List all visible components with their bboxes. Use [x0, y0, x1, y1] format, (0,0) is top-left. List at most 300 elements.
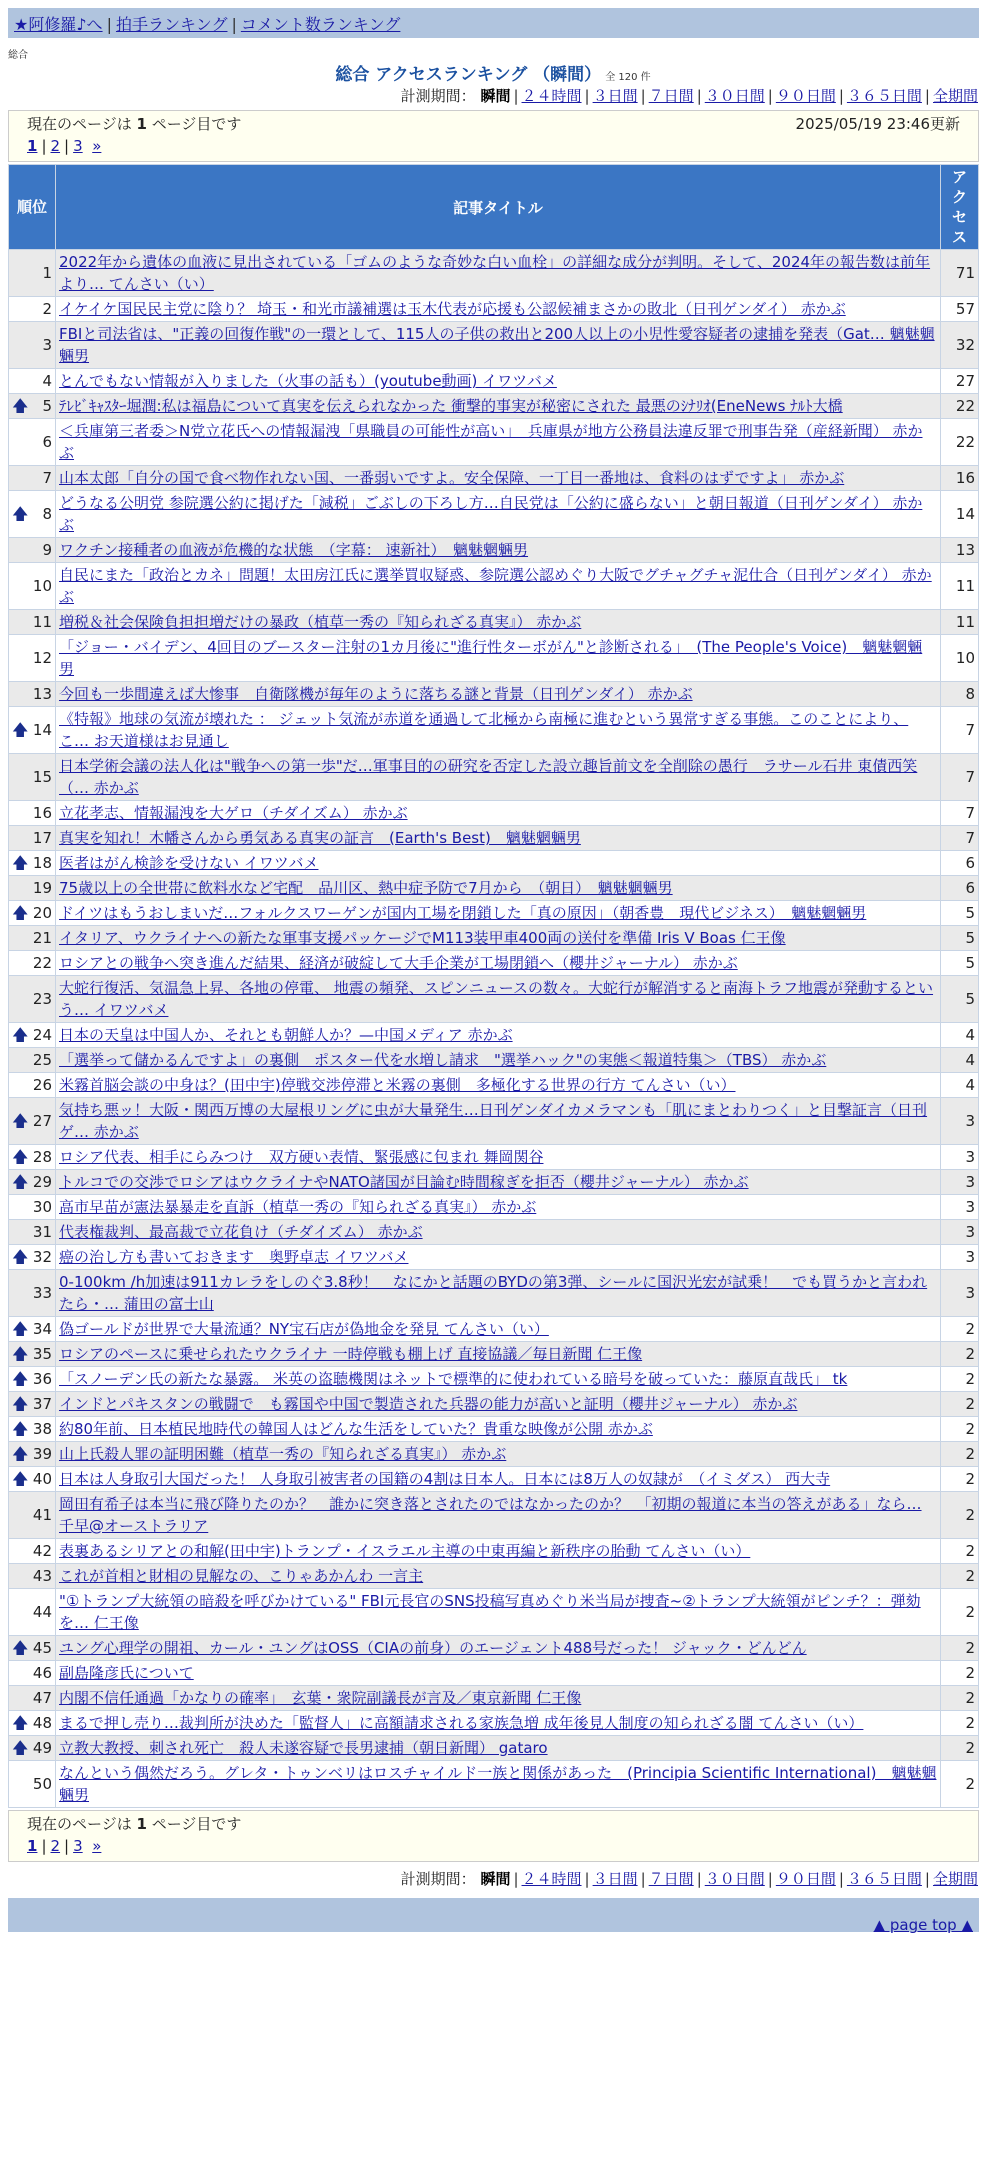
rank-cell	[9, 1661, 56, 1686]
table-row	[9, 491, 979, 538]
article-title-link[interactable]: 0-100km /h加速は911カレラをしのぐ3.8秒！ なにかと話題のBYDの第3弾、シールに国沢光宏が試乗！ でも買うかと言われたら・… 蒲田の富士山	[59, 1273, 928, 1313]
access-count: 22	[941, 419, 979, 466]
rank-cell	[9, 901, 56, 926]
article-title-link[interactable]: トルコでの交渉でロシアはウクライナやNATO諸国が目論む時間稼ぎを拒否（櫻井ジャーナル） 赤かぶ	[59, 1173, 749, 1191]
period-selector-bottom: 計測期間： 瞬間 | ２４時間 | ３日間 | ７日間 | ３０日間 | ９０日間 | ３６５日間 | 全期間	[400, 1870, 978, 1888]
access-count: 7	[941, 707, 979, 754]
ranking-body	[9, 250, 979, 1808]
article-title-link[interactable]: ＜兵庫第三者委＞N党立花氏への情報漏洩「県職員の可能性が高い」 兵庫県が地方公務員法違反罪で刑事告発（産経新聞） 赤かぶ	[59, 422, 923, 462]
rank-cell	[9, 610, 56, 635]
title-cell	[56, 801, 941, 826]
rank-cell	[9, 1417, 56, 1442]
table-row	[9, 1342, 979, 1367]
access-count: 3	[941, 1195, 979, 1220]
period-30d-link[interactable]: ３０日間	[704, 87, 765, 105]
rank-number: 13	[32, 685, 52, 703]
table-row	[9, 563, 979, 610]
article-title-link[interactable]: なんという偶然だろう。グレタ・トゥンベリはロスチャイルド一族と関係があった (Principia Scientific International) 魑魅魍魎男	[59, 1764, 937, 1804]
article-title-link[interactable]: とんでもない情報が入りました（火事の話も）(youtube動画) イワツバメ	[59, 372, 557, 390]
table-row	[9, 1636, 979, 1661]
period-label: 計測期間：	[400, 1870, 476, 1888]
title-cell	[56, 1220, 941, 1245]
rank-number: 49	[32, 1739, 52, 1757]
access-count: 4	[941, 1073, 979, 1098]
rank-cell	[9, 1686, 56, 1711]
period-selector: 計測期間： 瞬間 | ２４時間 | ３日間 | ７日間 | ３０日間 | ９０日間 | ３６５日間 | 全期間	[400, 87, 978, 105]
title-cell	[56, 322, 941, 369]
table-row	[9, 369, 979, 394]
pager: 1 | 2 | 3 »	[27, 1837, 102, 1855]
page-link-2[interactable]: 2	[50, 137, 61, 155]
title-cell	[56, 1098, 941, 1145]
access-count: 2	[941, 1417, 979, 1442]
rank-number: 14	[32, 721, 52, 739]
footer-bar	[8, 1898, 979, 1932]
title-cell	[56, 826, 941, 851]
total-count: 全 120 件	[605, 72, 651, 83]
article-title-link[interactable]: 「スノーデン氏の新たな暴露。 米英の盗聴機関はネットで標準的に使われている暗号を破っていた：藤原直哉氏」 tk	[59, 1370, 848, 1388]
rank-cell	[9, 1392, 56, 1417]
period-90d-link[interactable]: ９０日間	[775, 87, 836, 105]
page-next-link[interactable]: »	[92, 137, 102, 155]
rank-number: 5	[42, 397, 52, 415]
rank-cell	[9, 369, 56, 394]
title-cell	[56, 1467, 941, 1492]
ranking-title: 総合 アクセスランキング （瞬間）	[335, 65, 602, 85]
rank-number: 35	[32, 1345, 52, 1363]
title-cell	[56, 1392, 941, 1417]
access-count: 2	[941, 1564, 979, 1589]
article-title-link[interactable]: ドイツはもうおしまいだ…フォルクスワーゲンが国内工場を閉鎖した「真の原因」（朝香豊 現代ビジネス） 魑魅魍魎男	[59, 904, 867, 922]
page-top-link[interactable]: ▲ page top ▲	[873, 1916, 973, 1934]
title-cell	[56, 754, 941, 801]
article-title-link[interactable]: 《特報》地球の気流が壊れた ： ジェット気流が赤道を通過して北極から南極に進むという異常すぎる事態。このことにより、こ… お天道様はお見通し	[59, 710, 909, 750]
asyura-home-link[interactable]: ★阿修羅♪へ	[14, 15, 103, 34]
period-all-link[interactable]: 全期間	[932, 87, 978, 105]
header-title: 記事タイトル	[56, 165, 941, 250]
article-title-link[interactable]: ロシアとの戦争へ突き進んだ結果、経済が破綻して大手企業が工場閉鎖へ（櫻井ジャーナル） 赤かぶ	[59, 954, 738, 972]
rank-number: 6	[42, 433, 52, 451]
article-title-link[interactable]: イタリア、ウクライナへの新たな軍事支援パッケージでM113装甲車400両の送付を準備 Iris V Boas 仁王像	[59, 929, 786, 947]
rank-number: 21	[32, 929, 52, 947]
rank-number: 17	[32, 829, 52, 847]
table-row	[9, 1442, 979, 1467]
table-row	[9, 851, 979, 876]
title-cell	[56, 1492, 941, 1539]
title-cell	[56, 1317, 941, 1342]
rank-cell	[9, 682, 56, 707]
article-title-link[interactable]: 山上氏殺人罪の証明困難（植草一秀の『知られざる真実』） 赤かぶ	[59, 1445, 507, 1463]
comment-ranking-link[interactable]: コメント数ランキング	[240, 15, 401, 34]
title-cell	[56, 1023, 941, 1048]
title-cell	[56, 1661, 941, 1686]
title-cell	[56, 876, 941, 901]
period-all-link[interactable]: 全期間	[932, 1870, 978, 1888]
pagination-bottom	[8, 1810, 979, 1862]
rank-number: 41	[32, 1506, 52, 1524]
table-row	[9, 1073, 979, 1098]
rank-up-arrow-icon: 🡅	[12, 1147, 29, 1166]
period-current: 瞬間	[480, 87, 511, 105]
access-count: 7	[941, 826, 979, 851]
rank-number: 19	[32, 879, 52, 897]
article-title-link[interactable]: イケイケ国民民主党に陰り？ 埼玉・和光市議補選は玉木代表が応援も公認候補まさかの敗北（日刊ゲンダイ） 赤かぶ	[59, 300, 846, 318]
article-title-link[interactable]: 山本太郎「自分の国で食べ物作れない国、一番弱いですよ。安全保障、一丁目一番地は、食料のはずですよ」 赤かぶ	[59, 469, 845, 487]
table-row	[9, 466, 979, 491]
title-cell	[56, 1367, 941, 1392]
access-count: 2	[941, 1467, 979, 1492]
page-title	[0, 60, 986, 85]
article-title-link[interactable]: 「選挙って儲かるんですよ」の裏側 ポスター代を水増し請求 "選挙ハック"の実態＜報道特集＞（TBS） 赤かぶ	[59, 1051, 827, 1069]
title-cell	[56, 1073, 941, 1098]
rank-number: 27	[32, 1112, 52, 1130]
rank-number: 37	[32, 1395, 52, 1413]
table-row	[9, 297, 979, 322]
title-cell	[56, 1048, 941, 1073]
rank-up-arrow-icon: 🡅	[12, 1713, 29, 1732]
article-title-link[interactable]: 立花孝志、情報漏洩を大ゲロ（チダイズム） 赤かぶ	[59, 804, 408, 822]
article-title-link[interactable]: どうなる公明党 参院選公約に掲げた「減税」ごぶしの下ろし方…自民党は「公約に盛らない」と朝日報道（日刊ゲンダイ） 赤かぶ	[59, 494, 923, 534]
table-row	[9, 1220, 979, 1245]
rank-cell	[9, 563, 56, 610]
rank-number: 31	[32, 1223, 52, 1241]
access-count: 2	[941, 1761, 979, 1808]
period-24h-link[interactable]: ２４時間	[521, 87, 582, 105]
article-title-link[interactable]: インドとパキスタンの戦闘で も霧国や中国で製造された兵器の能力が高いと証明（櫻井ジャーナル） 赤かぶ	[59, 1395, 798, 1413]
rank-cell	[9, 1367, 56, 1392]
article-title-link[interactable]: これが首相と財相の見解なの、こりゃあかんわ 一言主	[59, 1567, 424, 1585]
rank-number: 44	[32, 1603, 52, 1621]
title-cell	[56, 538, 941, 563]
title-cell	[56, 1170, 941, 1195]
article-title-link[interactable]: 岡田有希子は本当に飛び降りたのか？ 誰かに突き落とされたのではなかったのか？ 「初期の報道に本当の答えがある」なら… 千早@オーストラリア	[59, 1495, 922, 1535]
rank-number: 24	[32, 1026, 52, 1044]
rank-cell	[9, 876, 56, 901]
rank-up-arrow-icon: 🡅	[12, 1344, 29, 1363]
article-title-link[interactable]: 2022年から遺体の血液に見出されている「ゴムのような奇妙な白い血栓」の詳細な成分が判明。そして、2024年の報告数は前年より… てんさい（い）	[59, 253, 931, 293]
table-row	[9, 1467, 979, 1492]
article-title-link[interactable]: 副島隆彦氏について	[59, 1664, 194, 1682]
rank-number: 25	[32, 1051, 52, 1069]
article-title-link[interactable]: 代表権裁判、最高裁で立花負け（チダイズム） 赤かぶ	[59, 1223, 423, 1241]
article-title-link[interactable]: 日本の天皇は中国人か、それとも朝鮮人か？—中国メディア 赤かぶ	[59, 1026, 513, 1044]
rank-number: 3	[42, 336, 52, 354]
table-row	[9, 826, 979, 851]
table-row	[9, 610, 979, 635]
article-title-link[interactable]: 「ジョー・バイデン、4回目のブースター注射の1カ月後に"進行性ターボがん"と診断される」 (The People's Voice) 魑魅魍魎男	[59, 638, 923, 678]
table-row	[9, 1170, 979, 1195]
article-title-link[interactable]: 75歳以上の全世帯に飲料水など宅配 品川区、熱中症予防で7月から （朝日） 魑魅魍魎男	[59, 879, 673, 897]
period-90d-link[interactable]: ９０日間	[775, 1870, 836, 1888]
title-cell	[56, 1589, 941, 1636]
rank-cell	[9, 1220, 56, 1245]
rank-number: 8	[42, 505, 52, 523]
table-row	[9, 1539, 979, 1564]
rank-cell	[9, 1195, 56, 1220]
table-row	[9, 635, 979, 682]
title-cell	[56, 1686, 941, 1711]
rank-cell	[9, 1636, 56, 1661]
rank-cell	[9, 538, 56, 563]
page-link-current[interactable]: 1	[27, 1837, 38, 1855]
access-count: 3	[941, 1245, 979, 1270]
rank-number: 9	[42, 541, 52, 559]
rank-cell	[9, 419, 56, 466]
table-row	[9, 322, 979, 369]
article-title-link[interactable]: 米霧首脳会談の中身は？(田中宇)停戦交渉停滞と米霧の裏側 多極化する世界の行方 てんさい（い）	[59, 1076, 736, 1094]
rank-up-arrow-icon: 🡅	[12, 1738, 29, 1757]
access-count: 2	[941, 1539, 979, 1564]
access-count: 2	[941, 1661, 979, 1686]
rank-up-arrow-icon: 🡅	[12, 396, 29, 415]
rank-cell	[9, 250, 56, 297]
period-3d-link[interactable]: ３日間	[592, 87, 638, 105]
access-count: 2	[941, 1736, 979, 1761]
title-cell	[56, 635, 941, 682]
rank-cell	[9, 1245, 56, 1270]
rank-cell	[9, 1564, 56, 1589]
table-row	[9, 1145, 979, 1170]
access-count: 2	[941, 1492, 979, 1539]
article-title-link[interactable]: 立教大教授、刺され死亡 殺人未遂容疑で長男逮捕（朝日新聞） gataro	[59, 1739, 548, 1757]
access-count: 32	[941, 322, 979, 369]
rank-cell	[9, 1711, 56, 1736]
access-count: 2	[941, 1589, 979, 1636]
access-count: 2	[941, 1711, 979, 1736]
table-row	[9, 1270, 979, 1317]
page-link-3[interactable]: 3	[73, 137, 83, 155]
rank-number: 15	[32, 768, 52, 786]
table-row	[9, 1392, 979, 1417]
rank-cell	[9, 801, 56, 826]
table-row	[9, 951, 979, 976]
rank-cell	[9, 1492, 56, 1539]
article-title-link[interactable]: 自民にまた「政治とカネ」問題！太田房江氏に選挙買収疑惑、参院選公認めぐり大阪でグチャグチャ泥仕合（日刊ゲンダイ） 赤かぶ	[59, 566, 932, 606]
article-title-link[interactable]: FBIと司法省は、"正義の回復作戦"の一環として、115人の子供の救出と200人以上の小児性愛容疑者の逮捕を発表（Gat… 魑魅魍魎男	[59, 325, 935, 365]
pagination-top	[8, 110, 979, 162]
title-cell	[56, 1245, 941, 1270]
period-3d-link[interactable]: ３日間	[592, 1870, 638, 1888]
table-row	[9, 801, 979, 826]
rank-cell	[9, 851, 56, 876]
rank-number: 22	[32, 954, 52, 972]
article-title-link[interactable]: 今回も一歩間違えば大惨事 自衛隊機が毎年のように落ちる謎と背景（日刊ゲンダイ） 赤かぶ	[59, 685, 693, 703]
rank-cell	[9, 1145, 56, 1170]
access-count: 22	[941, 394, 979, 419]
access-count: 6	[941, 851, 979, 876]
rank-cell	[9, 1073, 56, 1098]
article-title-link[interactable]: ﾃﾚﾋﾞｷｬｽﾀｰ堀潤:私は福島について真実を伝えられなかった 衝撃的事実が秘密にされた 最悪のｼﾅﾘｵ(EneNews ﾅﾙﾄ大橋	[59, 397, 843, 415]
rank-number: 18	[32, 854, 52, 872]
pager: 1 | 2 | 3 »	[27, 137, 102, 155]
period-current: 瞬間	[480, 1870, 511, 1888]
page-link-2[interactable]: 2	[50, 1837, 61, 1855]
period-30d-link[interactable]: ３０日間	[704, 1870, 765, 1888]
article-title-link[interactable]: 大蛇行復活、気温急上昇、各地の停電、 地震の頻発、スピンニュースの数々。大蛇行が解消すると南海トラフ地震が発動するという… イワツバメ	[59, 979, 934, 1019]
table-row	[9, 707, 979, 754]
rank-number: 42	[32, 1542, 52, 1560]
title-cell	[56, 1636, 941, 1661]
access-count: 7	[941, 754, 979, 801]
table-row	[9, 1711, 979, 1736]
title-cell	[56, 250, 941, 297]
table-row	[9, 1367, 979, 1392]
rank-up-arrow-icon: 🡅	[12, 1025, 29, 1044]
title-cell	[56, 1145, 941, 1170]
title-cell	[56, 1711, 941, 1736]
table-row	[9, 754, 979, 801]
article-title-link[interactable]: 表裏あるシリアとの和解(田中宇)トランプ・イスラエル主導の中東再編と新秩序の胎動 てんさい（い）	[59, 1542, 751, 1560]
page-status: 現在のページは 1 ページ目です	[27, 115, 242, 133]
rank-number: 36	[32, 1370, 52, 1388]
table-row	[9, 1417, 979, 1442]
title-cell	[56, 563, 941, 610]
applause-ranking-link[interactable]: 拍手ランキング	[115, 15, 228, 34]
article-title-link[interactable]: 偽ゴールドが世界で大量流通？NY宝石店が偽地金を発見 てんさい（い）	[59, 1320, 549, 1338]
access-count: 5	[941, 901, 979, 926]
article-title-link[interactable]: 医者はがん検診を受けない イワツバメ	[59, 854, 319, 872]
article-title-link[interactable]: 癌の治し方も書いておきます 奥野卓志 イワツバメ	[59, 1248, 409, 1266]
rank-number: 43	[32, 1567, 52, 1585]
article-title-link[interactable]: ユング心理学の開祖、カール・ユングはOSS（CIAの前身）のエージェント488号だった！ ジャック・どんどん	[59, 1639, 807, 1657]
rank-cell	[9, 926, 56, 951]
title-cell	[56, 851, 941, 876]
access-count: 2	[941, 1442, 979, 1467]
table-row	[9, 876, 979, 901]
rank-number: 38	[32, 1420, 52, 1438]
table-row	[9, 538, 979, 563]
article-title-link[interactable]: 内閣不信任通過「かなりの確率」 玄葉・衆院副議長が言及／東京新聞 仁王像	[59, 1689, 582, 1707]
article-title-link[interactable]: 高市早苗が憲法暴暴走を直訴（植草一秀の『知られざる真実』） 赤かぶ	[59, 1198, 537, 1216]
article-title-link[interactable]: ワクチン接種者の血液が危機的な状態 （字幕： 速新社） 魑魅魍魎男	[59, 541, 529, 559]
rank-cell	[9, 1270, 56, 1317]
rank-up-arrow-icon: 🡅	[12, 1638, 29, 1657]
header-rank: 順位	[9, 165, 56, 250]
access-count: 2	[941, 1636, 979, 1661]
title-cell	[56, 1417, 941, 1442]
rank-up-arrow-icon: 🡅	[12, 1319, 29, 1338]
article-title-link[interactable]: 真実を知れ！木幡さんから勇気ある真実の証言 (Earth's Best) 魑魅魍魎男	[59, 829, 581, 847]
table-header	[9, 165, 979, 250]
table-row	[9, 926, 979, 951]
table-row	[9, 1589, 979, 1636]
access-count: 4	[941, 1048, 979, 1073]
rank-cell	[9, 1317, 56, 1342]
access-count: 71	[941, 250, 979, 297]
rank-up-arrow-icon: 🡅	[12, 1111, 29, 1130]
access-count: 3	[941, 1170, 979, 1195]
access-count: 2	[941, 1367, 979, 1392]
page-next-link[interactable]: »	[92, 1837, 102, 1855]
rank-cell	[9, 491, 56, 538]
rank-number: 32	[32, 1248, 52, 1266]
title-cell	[56, 707, 941, 754]
title-cell	[56, 976, 941, 1023]
rank-cell	[9, 322, 56, 369]
table-row	[9, 394, 979, 419]
title-cell	[56, 491, 941, 538]
access-count: 5	[941, 926, 979, 951]
period-365d-link[interactable]: ３６５日間	[846, 87, 922, 105]
page-link-current[interactable]: 1	[27, 137, 38, 155]
rank-number: 20	[32, 904, 52, 922]
rank-up-arrow-icon: 🡅	[12, 1172, 29, 1191]
rank-number: 33	[32, 1284, 52, 1302]
header-access: アクセス	[941, 165, 979, 250]
article-title-link[interactable]: 約80年前、日本植民地時代の韓国人はどんな生活をしていた？貴重な映像が公開 赤かぶ	[59, 1420, 653, 1438]
rank-cell	[9, 1342, 56, 1367]
title-cell	[56, 1270, 941, 1317]
table-row	[9, 682, 979, 707]
period-24h-link[interactable]: ２４時間	[521, 1870, 582, 1888]
rank-number: 34	[32, 1320, 52, 1338]
period-label: 計測期間：	[400, 87, 476, 105]
rank-cell	[9, 951, 56, 976]
period-7d-link[interactable]: ７日間	[648, 87, 694, 105]
article-title-link[interactable]: 増税＆社会保険負担担増だけの暴政（植草一秀の『知られざる真実』） 赤かぶ	[59, 613, 582, 631]
rank-number: 30	[32, 1198, 52, 1216]
article-title-link[interactable]: 日本学術会議の法人化は"戦争への第一歩"だ…軍事目的の研究を否定した設立趣旨前文を全削除の愚行 ラサール石井 東債西笑（… 赤かぶ	[59, 757, 918, 797]
rank-number: 11	[32, 613, 52, 631]
access-count: 2	[941, 1392, 979, 1417]
rank-up-arrow-icon: 🡅	[12, 853, 29, 872]
article-title-link[interactable]: まるで押し売り…裁判所が決めた「監督人」に高額請求される家族急増 成年後見人制度の知られざる闇 てんさい（い）	[59, 1714, 864, 1732]
title-cell	[56, 926, 941, 951]
rank-up-arrow-icon: 🡅	[12, 1247, 29, 1266]
title-cell	[56, 901, 941, 926]
access-count: 11	[941, 563, 979, 610]
rank-number: 40	[32, 1470, 52, 1488]
article-title-link[interactable]: "①トランプ大統領の暗殺を呼びかけている" FBI元長官のSNS投稿写真めぐり米当局が捜査~②トランプ大統領がピンチ？：弾劾を… 仁王像	[59, 1592, 921, 1632]
access-count: 11	[941, 610, 979, 635]
article-title-link[interactable]: 日本は人身取引大国だった！ 人身取引被害者の国籍の4割は日本人。日本には8万人の奴隷が （イミダス） 西大寺	[59, 1470, 831, 1488]
article-title-link[interactable]: ロシア代表、相手にらみつけ 双方硬い表情、緊張感に包まれ 舞岡関谷	[59, 1148, 544, 1166]
page-link-3[interactable]: 3	[73, 1837, 83, 1855]
period-365d-link[interactable]: ３６５日間	[846, 1870, 922, 1888]
rank-cell	[9, 297, 56, 322]
article-title-link[interactable]: 気持ち悪ッ！大阪・関西万博の大屋根リングに虫が大量発生…日刊ゲンダイカメラマンも「肌にまとわりつく」と目撃証言（日刊ゲ… 赤かぶ	[59, 1101, 928, 1141]
table-row	[9, 1736, 979, 1761]
rank-number: 12	[32, 649, 52, 667]
title-cell	[56, 394, 941, 419]
rank-up-arrow-icon: 🡅	[12, 1394, 29, 1413]
period-7d-link[interactable]: ７日間	[648, 1870, 694, 1888]
access-count: 6	[941, 876, 979, 901]
access-count: 10	[941, 635, 979, 682]
page-status: 現在のページは 1 ページ目です	[27, 1815, 242, 1833]
title-cell	[56, 1195, 941, 1220]
separator: |	[106, 15, 112, 34]
access-count: 3	[941, 1270, 979, 1317]
article-title-link[interactable]: ロシアのペースに乗せられたウクライナ 一時停戦も棚上げ 直接協議／毎日新聞 仁王像	[59, 1345, 643, 1363]
rank-number: 28	[32, 1148, 52, 1166]
access-count: 57	[941, 297, 979, 322]
table-row	[9, 976, 979, 1023]
rank-number: 48	[32, 1714, 52, 1732]
title-cell	[56, 610, 941, 635]
rank-cell	[9, 826, 56, 851]
table-row	[9, 250, 979, 297]
rank-cell	[9, 1023, 56, 1048]
site-tag: 総合	[8, 50, 28, 61]
access-count: 5	[941, 951, 979, 976]
rank-cell	[9, 1467, 56, 1492]
access-count: 2	[941, 1686, 979, 1711]
table-row	[9, 1245, 979, 1270]
rank-cell	[9, 466, 56, 491]
title-cell	[56, 951, 941, 976]
rank-number: 29	[32, 1173, 52, 1191]
